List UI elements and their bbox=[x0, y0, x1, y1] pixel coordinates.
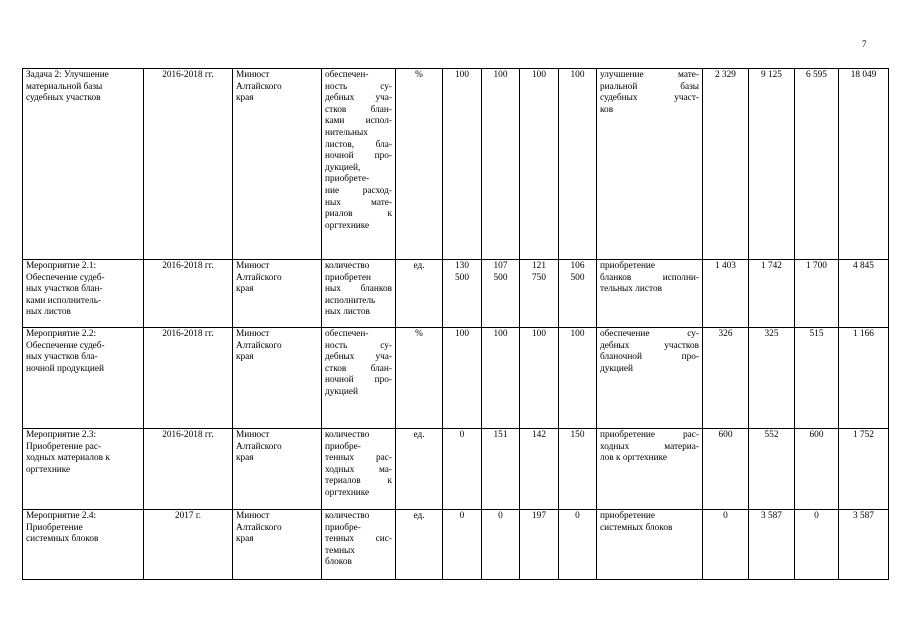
cell-unit: ед. bbox=[396, 429, 443, 510]
cell-period: 2016-2018 гг. bbox=[144, 69, 233, 260]
cell-value-2018 bbox=[520, 260, 559, 328]
cell-line: дебных участков bbox=[600, 340, 699, 351]
cell-result bbox=[597, 429, 703, 510]
cell-line: 100 bbox=[493, 70, 508, 80]
cell-line: ходных материа- bbox=[600, 441, 699, 452]
cell-line: Алтайского bbox=[236, 340, 282, 351]
cell-value-2016 bbox=[443, 510, 482, 580]
cell-line: 100 bbox=[455, 70, 469, 80]
cell-line: системных блоков bbox=[26, 534, 99, 545]
cell-line: 130 bbox=[455, 261, 469, 271]
cell-finance-2018: 0 bbox=[795, 510, 839, 580]
cell-line: приобретение рас- bbox=[600, 430, 699, 440]
cell-line: количество bbox=[325, 511, 370, 521]
cell-line: бланков исполни- bbox=[600, 272, 699, 283]
cell-line: ных мате- bbox=[325, 197, 392, 208]
cell-line: исполнитель bbox=[325, 295, 376, 306]
cell-line: судебных участ- bbox=[600, 93, 699, 104]
cell-line: оргтехнике bbox=[325, 220, 370, 231]
program-table bbox=[22, 68, 889, 580]
cell-line: Минюст bbox=[236, 329, 270, 339]
cell-line: приобретен bbox=[325, 272, 371, 283]
cell-line: Алтайского bbox=[236, 272, 282, 283]
cell-line: дукцией, bbox=[325, 162, 361, 173]
cell-value-total bbox=[559, 328, 597, 429]
cell-line: тельных листов bbox=[600, 284, 662, 295]
cell-indicator bbox=[322, 328, 396, 429]
cell-line: обеспечение су- bbox=[600, 329, 699, 339]
cell-line: оргтехнике bbox=[26, 464, 71, 475]
cell-line: приобрете- bbox=[325, 174, 370, 185]
cell-executor bbox=[233, 510, 322, 580]
cell-line: 106 bbox=[570, 261, 585, 271]
cell-line: 151 bbox=[493, 430, 508, 440]
cell-line: 0 bbox=[498, 511, 503, 521]
cell-line: 0 bbox=[459, 511, 465, 521]
cell-line: ных участков бла- bbox=[26, 352, 98, 363]
cell-finance-2016: 0 bbox=[703, 510, 749, 580]
cell-line: ночной про- bbox=[325, 151, 392, 162]
cell-line: 0 bbox=[459, 430, 465, 440]
cell-line: Мероприятие 2.3: bbox=[26, 430, 97, 440]
cell-period: 2016-2018 гг. bbox=[144, 429, 233, 510]
cell-line: ных листов bbox=[26, 307, 71, 318]
cell-line: ходных ма- bbox=[325, 464, 392, 475]
cell-finance-2017: 9 125 bbox=[749, 69, 795, 260]
cell-line: Обеспечение судеб- bbox=[26, 272, 105, 283]
cell-finance-total: 3 587 bbox=[839, 510, 889, 580]
cell-value-2018 bbox=[520, 69, 559, 260]
cell-line: 500 bbox=[570, 272, 585, 283]
cell-value-2018 bbox=[520, 510, 559, 580]
cell-value-total bbox=[559, 510, 597, 580]
cell-task bbox=[23, 429, 144, 510]
cell-line: судебных участков bbox=[26, 93, 101, 104]
cell-line: ность су- bbox=[325, 340, 392, 351]
cell-indicator bbox=[322, 260, 396, 328]
cell-value-2016 bbox=[443, 260, 482, 328]
cell-indicator bbox=[322, 429, 396, 510]
cell-line: Алтайского bbox=[236, 81, 282, 92]
cell-line: ных участков блан- bbox=[26, 284, 103, 295]
cell-line: 100 bbox=[532, 329, 546, 339]
cell-line: 142 bbox=[532, 430, 546, 440]
cell-line: нительных bbox=[325, 127, 368, 138]
cell-finance-total: 1 752 bbox=[839, 429, 889, 510]
cell-line: Алтайского bbox=[236, 522, 282, 533]
cell-line: листов, бла- bbox=[325, 139, 392, 150]
cell-line: дебных уча- bbox=[325, 93, 392, 104]
cell-value-2017 bbox=[482, 429, 520, 510]
cell-line: края bbox=[236, 284, 254, 295]
cell-line: ние расход- bbox=[325, 185, 392, 196]
cell-finance-2018: 600 bbox=[795, 429, 839, 510]
cell-line: дукцией bbox=[600, 363, 633, 374]
table-row bbox=[23, 328, 889, 429]
table-row bbox=[23, 69, 889, 260]
cell-line: дукцией bbox=[325, 386, 358, 397]
cell-line: темных bbox=[325, 545, 355, 556]
cell-line: стков блан- bbox=[325, 363, 392, 374]
cell-task bbox=[23, 328, 144, 429]
cell-line: улучшение мате- bbox=[600, 70, 699, 80]
cell-line: 100 bbox=[493, 329, 508, 339]
cell-line: приобре- bbox=[325, 441, 361, 452]
cell-finance-2016: 2 329 bbox=[703, 69, 749, 260]
cell-task bbox=[23, 69, 144, 260]
cell-line: ных бланков bbox=[325, 284, 392, 295]
cell-line: Минюст bbox=[236, 261, 270, 271]
cell-unit: % bbox=[396, 69, 443, 260]
cell-result bbox=[597, 328, 703, 429]
cell-finance-2018: 515 bbox=[795, 328, 839, 429]
cell-line: Приобретение bbox=[26, 522, 83, 533]
cell-line: ками исполнитель- bbox=[26, 295, 102, 306]
cell-result bbox=[597, 69, 703, 260]
cell-value-total bbox=[559, 429, 597, 510]
cell-line: 107 bbox=[493, 261, 508, 271]
cell-line: 100 bbox=[570, 70, 585, 80]
table-row bbox=[23, 260, 889, 328]
cell-line: 150 bbox=[570, 430, 585, 440]
cell-unit: % bbox=[396, 328, 443, 429]
cell-line: ночной про- bbox=[325, 375, 392, 386]
cell-finance-total: 4 845 bbox=[839, 260, 889, 328]
cell-line: 0 bbox=[575, 511, 580, 521]
cell-line: 100 bbox=[455, 329, 469, 339]
cell-value-2016 bbox=[443, 69, 482, 260]
cell-line: количество bbox=[325, 430, 370, 440]
cell-finance-2017: 3 587 bbox=[749, 510, 795, 580]
cell-executor bbox=[233, 260, 322, 328]
cell-finance-total: 18 049 bbox=[839, 69, 889, 260]
cell-line: приобре- bbox=[325, 522, 361, 533]
cell-value-2018 bbox=[520, 328, 559, 429]
cell-line: 750 bbox=[532, 272, 546, 283]
cell-finance-2018: 6 595 bbox=[795, 69, 839, 260]
cell-line: риалов к bbox=[325, 209, 392, 220]
cell-executor bbox=[233, 69, 322, 260]
cell-finance-2016: 326 bbox=[703, 328, 749, 429]
cell-executor bbox=[233, 429, 322, 510]
cell-finance-total: 1 166 bbox=[839, 328, 889, 429]
cell-line: приобретение bbox=[600, 261, 656, 271]
cell-period: 2016-2018 гг. bbox=[144, 328, 233, 429]
cell-task bbox=[23, 510, 144, 580]
cell-line: Минюст bbox=[236, 430, 270, 440]
cell-line: ходных материалов к bbox=[26, 453, 110, 464]
cell-line: системных блоков bbox=[600, 522, 673, 533]
cell-line: 500 bbox=[493, 272, 508, 283]
cell-line: 121 bbox=[532, 261, 546, 271]
cell-line: тенных сис- bbox=[325, 534, 392, 545]
cell-line: обеспечен- bbox=[325, 70, 369, 80]
cell-line: Минюст bbox=[236, 511, 270, 521]
cell-line: бланочной про- bbox=[600, 352, 699, 363]
cell-line: 100 bbox=[532, 70, 546, 80]
table-row bbox=[23, 429, 889, 510]
cell-value-2016 bbox=[443, 328, 482, 429]
cell-line: блоков bbox=[325, 557, 352, 568]
cell-line: оргтехнике bbox=[325, 487, 370, 498]
cell-value-2018 bbox=[520, 429, 559, 510]
cell-unit: ед. bbox=[396, 260, 443, 328]
cell-unit: ед. bbox=[396, 510, 443, 580]
cell-result bbox=[597, 260, 703, 328]
cell-task bbox=[23, 260, 144, 328]
cell-line: Обеспечение судеб- bbox=[26, 340, 105, 351]
cell-value-2017 bbox=[482, 260, 520, 328]
cell-period: 2016-2018 гг. bbox=[144, 260, 233, 328]
cell-line: ками испол- bbox=[325, 116, 392, 127]
cell-line: края bbox=[236, 93, 254, 104]
cell-line: Минюст bbox=[236, 70, 270, 80]
cell-line: ность су- bbox=[325, 81, 392, 92]
cell-finance-2017: 1 742 bbox=[749, 260, 795, 328]
page-number: 7 bbox=[862, 39, 867, 49]
cell-line: ночной продукцией bbox=[26, 363, 104, 374]
table-row bbox=[23, 510, 889, 580]
cell-finance-2016: 600 bbox=[703, 429, 749, 510]
cell-finance-2017: 552 bbox=[749, 429, 795, 510]
cell-line: Мероприятие 2.4: bbox=[26, 511, 97, 521]
cell-value-2017 bbox=[482, 69, 520, 260]
cell-executor bbox=[233, 328, 322, 429]
cell-line: лов к оргтехнике bbox=[600, 453, 668, 464]
cell-line: ных листов bbox=[325, 307, 370, 318]
cell-line: Алтайского bbox=[236, 441, 282, 452]
cell-line: края bbox=[236, 534, 254, 545]
cell-line: 197 bbox=[532, 511, 546, 521]
cell-value-total bbox=[559, 69, 597, 260]
cell-finance-2017: 325 bbox=[749, 328, 795, 429]
cell-value-2017 bbox=[482, 510, 520, 580]
cell-indicator bbox=[322, 69, 396, 260]
cell-line: 100 bbox=[570, 329, 585, 339]
cell-period: 2017 г. bbox=[144, 510, 233, 580]
cell-finance-2016: 1 403 bbox=[703, 260, 749, 328]
cell-value-total bbox=[559, 260, 597, 328]
cell-line: стков блан- bbox=[325, 104, 392, 115]
cell-line: количество bbox=[325, 261, 370, 271]
cell-indicator bbox=[322, 510, 396, 580]
cell-line: края bbox=[236, 453, 254, 464]
cell-value-2016 bbox=[443, 429, 482, 510]
cell-line: риальной базы bbox=[600, 81, 699, 92]
cell-line: дебных уча- bbox=[325, 352, 392, 363]
cell-value-2017 bbox=[482, 328, 520, 429]
cell-result bbox=[597, 510, 703, 580]
cell-line: приобретение bbox=[600, 511, 656, 521]
cell-line: ков bbox=[600, 104, 614, 115]
cell-line: териалов к bbox=[325, 476, 392, 487]
cell-line: Мероприятие 2.1: bbox=[26, 261, 97, 271]
cell-line: Задача 2: Улучшение bbox=[26, 70, 109, 80]
cell-line: обеспечен- bbox=[325, 329, 369, 339]
cell-line: 500 bbox=[455, 272, 469, 283]
cell-line: Приобретение рас- bbox=[26, 441, 102, 452]
cell-finance-2018: 1 700 bbox=[795, 260, 839, 328]
cell-line: края bbox=[236, 352, 254, 363]
cell-line: Мероприятие 2.2: bbox=[26, 329, 97, 339]
cell-line: тенных рас- bbox=[325, 453, 392, 464]
cell-line: материальной базы bbox=[26, 81, 103, 92]
